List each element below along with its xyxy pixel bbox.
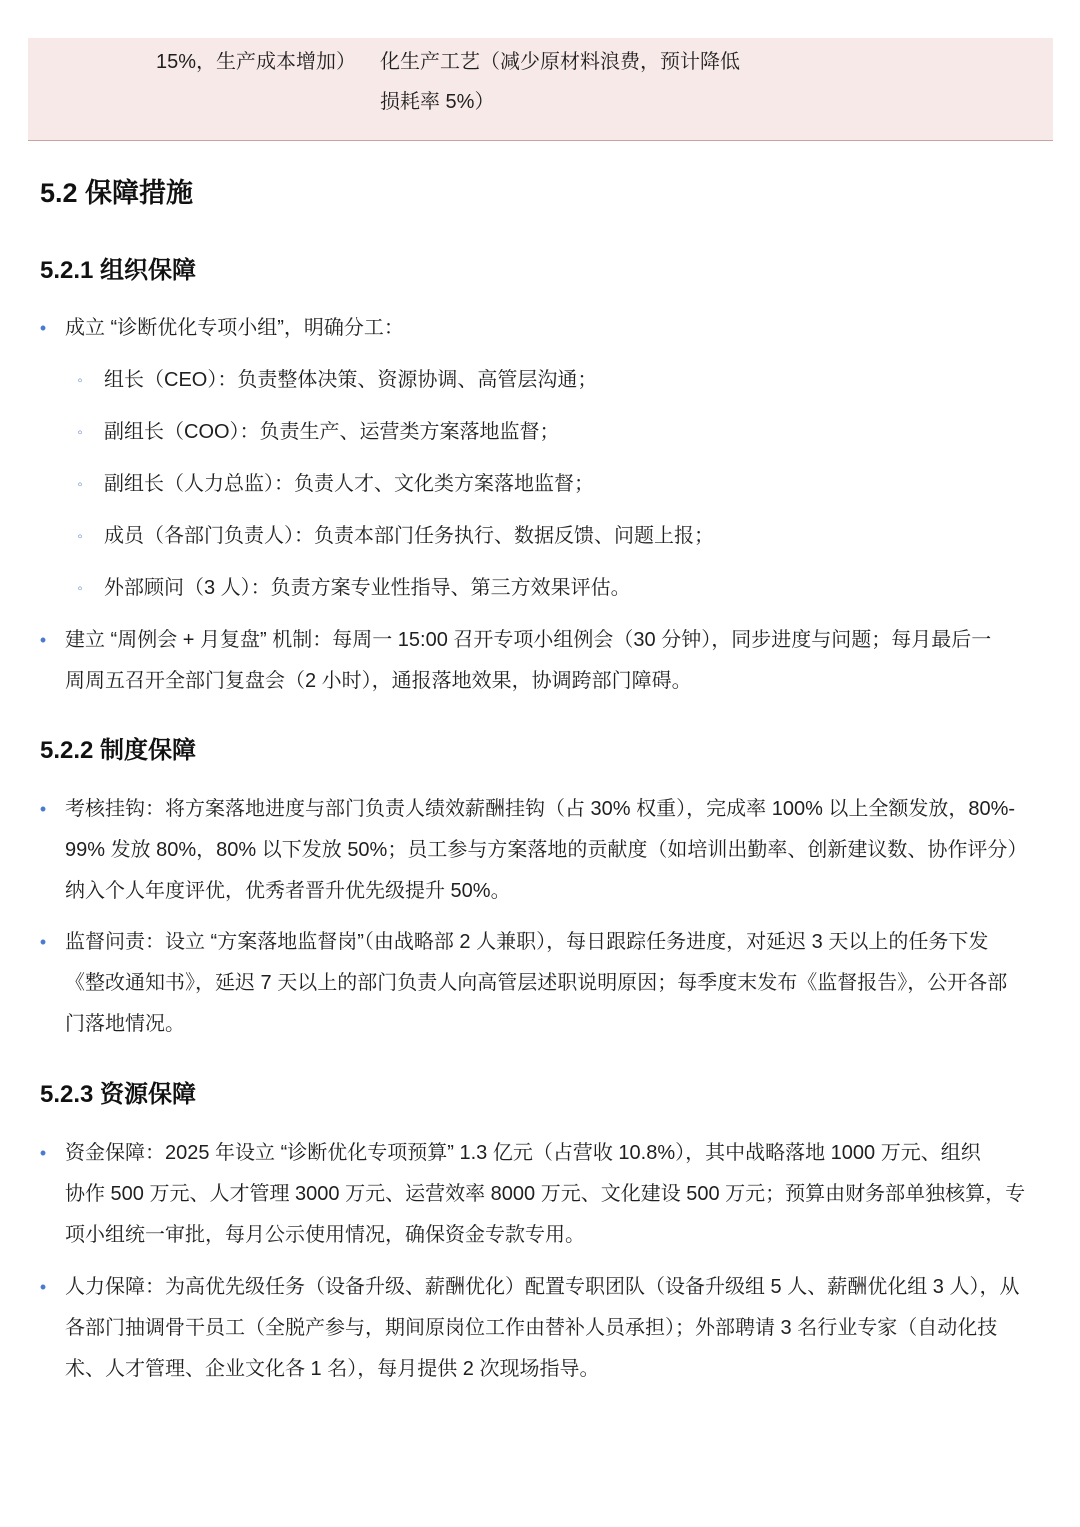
org-item-2-line1: 建立 “周例会 + 月复盘” 机制：每周一 15:00 召开专项小组例会（30 分钟），同步进度与问题；每月最后一 [65,629,992,651]
bullet-dot: • [39,932,47,952]
org-sub-item-deputy-coo: 副组长（COO）：负责生产、运营类方案落地监督； [104,421,560,443]
sub-bullet-circle: ◦ [77,476,83,493]
org-sub-item-deputy-hr: 副组长（人力总监）：负责人才、文化类方案落地监督； [104,473,594,495]
resource-item-2-line1: 人力保障：为高优先级任务（设备升级、薪酬优化）配置专职团队（设备升级组 5 人、薪酬优化组 3 人），从 [65,1276,1020,1298]
section-heading: 5.2 保障措施 [40,178,194,208]
system-item-1-line2: 99% 发放 80%，80% 以下发放 50%；员工参与方案落地的贡献度（如培训出勤率、创新建议数、协作评分） [65,839,1028,861]
subsection-heading-org: 5.2.1 组织保障 [40,257,197,284]
system-item-1-line1: 考核挂钩：将方案落地进度与部门负责人绩效薪酬挂钩（占 30% 权重），完成率 100% 以上全额发放，80%- [65,798,1016,820]
subsection-heading-system: 5.2.2 制度保障 [40,737,197,764]
system-item-2 [65,922,1050,1045]
sub-bullet-circle: ◦ [77,424,83,441]
system-item-1-line3: 纳入个人年度评优，优秀者晋升优先级提升 50%。 [65,880,511,902]
sub-bullet-circle: ◦ [77,580,83,597]
system-item-2-line1: 监督问责：设立 “方案落地监督岗”（由战略部 2 人兼职），每日跟踪任务进度，对延迟 3 天以上的任务下发 [65,931,989,953]
table-cell-impact: 15%，生产成本增加） [156,51,357,73]
resource-item-2-line2: 各部门抽调骨干员工（全脱产参与，期间原岗位工作由替补人员承担）；外部聘请 3 名行业专家（自动化技 [65,1317,998,1339]
bullet-dot: • [39,318,47,338]
org-sub-item-members: 成员（各部门负责人）：负责本部门任务执行、数据反馈、问题上报； [104,525,714,547]
bullet-dot: • [39,799,47,819]
org-item-1: 成立 “诊断优化专项小组”，明确分工： [65,317,404,339]
system-item-2-line2: 《整改通知书》，延迟 7 天以上的部门负责人向高管层述职说明原因；每季度末发布《监督报告》，公开各部 [65,972,1008,994]
bullet-dot: • [39,1143,47,1163]
resource-item-1 [65,1133,1050,1256]
resource-item-1-line2: 协作 500 万元、人才管理 3000 万元、运营效率 8000 万元、文化建设 500 万元；预算由财务部单独核算，专 [65,1183,1026,1205]
system-item-2-line3: 门落地情况。 [65,1013,185,1035]
bullet-dot: • [39,1277,47,1297]
table-cell-measure-line2: 损耗率 5%） [380,91,495,113]
sub-bullet-circle: ◦ [77,528,83,545]
system-item-1 [65,789,1050,912]
org-item-2 [65,620,1050,702]
resource-item-1-line1: 资金保障：2025 年设立 “诊断优化专项预算” 1.3 亿元（占营收 10.8%），其中战略落地 1000 万元、组织 [65,1142,981,1164]
table-cell-measure [380,42,780,122]
subsection-heading-resource: 5.2.3 资源保障 [40,1081,197,1108]
org-item-2-line2: 周周五召开全部门复盘会（2 小时），通报落地效果，协调跨部门障碍。 [65,670,692,692]
sub-bullet-circle: ◦ [77,372,83,389]
table-cell-measure-line1: 化生产工艺（减少原材料浪费，预计降低 [380,51,740,73]
org-sub-item-leader: 组长（CEO）：负责整体决策、资源协调、高管层沟通； [104,369,598,391]
resource-item-1-line3: 项小组统一审批，每月公示使用情况，确保资金专款专用。 [65,1224,585,1246]
resource-item-2-line3: 术、人才管理、企业文化各 1 名），每月提供 2 次现场指导。 [65,1358,600,1380]
table-row-fragment [28,38,1053,141]
resource-item-2 [65,1267,1050,1390]
org-sub-item-consultants: 外部顾问（3 人）：负责方案专业性指导、第三方效果评估。 [104,577,631,599]
bullet-dot: • [39,630,47,650]
